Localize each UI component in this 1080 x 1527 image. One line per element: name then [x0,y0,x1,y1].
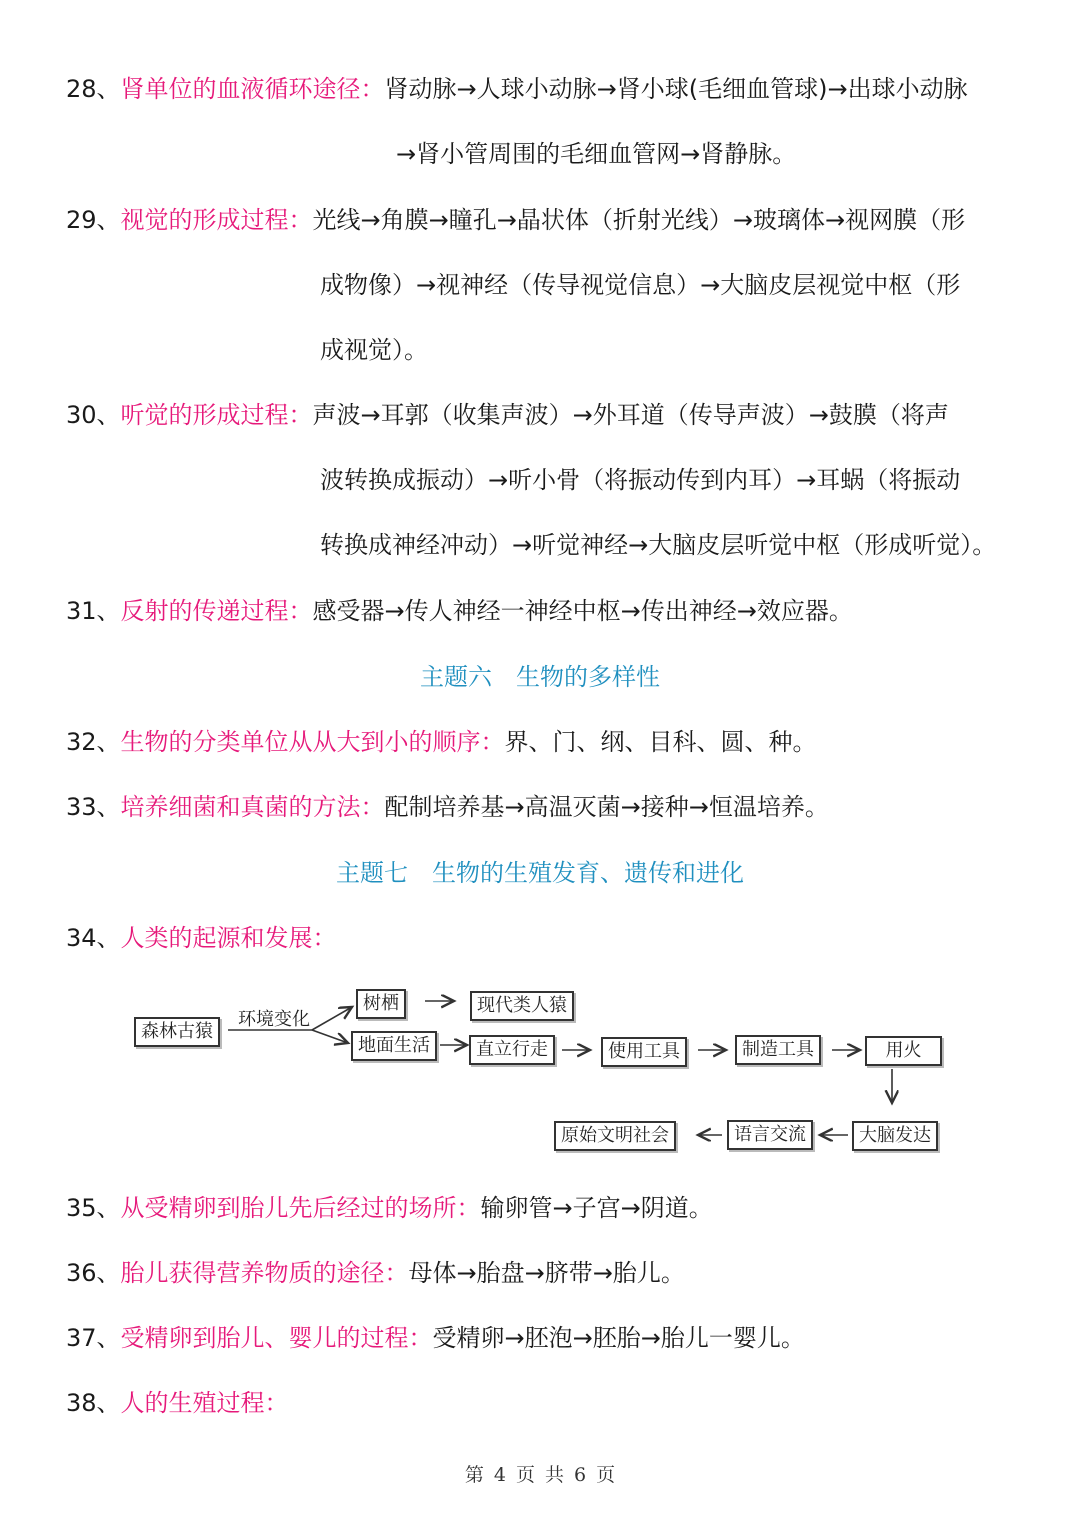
item-31 [66,594,853,628]
item-label: 人的生殖过程： [120,1389,289,1417]
item-label: 肾单位的血液循环途径： [120,75,385,103]
arrow-to-ground [312,1030,348,1043]
item-number: 30、 [66,401,121,429]
item-37 [66,1321,805,1355]
item-content: 光线→角膜→瞳孔→晶状体（折射光线）→玻璃体→视网膜（形 [312,206,966,234]
item-number: 32、 [66,728,121,756]
item-29 [66,203,965,237]
item-label: 受精卵到胎儿、婴儿的过程： [120,1324,433,1352]
human-evolution-diagram [120,975,960,1165]
item-label: 生物的分类单位从从大到小的顺序： [120,728,505,756]
item-number: 37、 [66,1324,121,1352]
item-number: 36、 [66,1259,121,1287]
item-number: 29、 [66,206,121,234]
item-34 [66,921,337,955]
node-ground-life: 地面生活 [351,1031,437,1061]
item-number: 28、 [66,75,121,103]
label-env-change: 环境变化 [238,1009,310,1030]
item-label: 培养细菌和真菌的方法： [120,793,385,821]
item-content-continued: →肾小管周围的毛细血管网→肾静脉。 [396,140,797,168]
item-number: 31、 [66,597,121,625]
item-label: 从受精卵到胎儿先后经过的场所： [120,1194,481,1222]
item-content: 受精卵→胚泡→胚胎→胎儿一婴儿。 [432,1324,805,1352]
item-label: 胎儿获得营养物质的途径： [120,1259,409,1287]
item-number: 34、 [66,924,121,952]
node-forest-ape: 森林古猿 [134,1017,220,1047]
item-content: 界、门、纲、目科、圆、种。 [504,728,817,756]
node-language: 语言交流 [727,1120,813,1150]
node-make-tools: 制造工具 [735,1035,821,1065]
item-number: 33、 [66,793,121,821]
item-number: 35、 [66,1194,121,1222]
node-use-fire: 用火 [865,1036,942,1066]
item-label: 视觉的形成过程： [120,206,313,234]
item-content-continued: 转换成神经冲动）→听觉神经→大脑皮层听觉中枢（形成听觉）。 [320,531,997,559]
item-30 [66,398,949,432]
node-upright-walk: 直立行走 [469,1035,555,1065]
item-38 [66,1386,289,1420]
section-heading-theme7: 主题七 生物的生殖发育、遗传和进化 [336,859,744,887]
item-32 [66,725,817,759]
node-trees: 树栖 [356,989,406,1019]
item-28 [66,72,968,106]
item-number: 38、 [66,1389,121,1417]
item-content: 感受器→传人神经一神经中枢→传出神经→效应器。 [312,597,853,625]
arrow-to-trees [312,1007,352,1030]
item-content: 母体→胎盘→脐带→胎儿。 [408,1259,685,1287]
section-heading-theme6: 主题六 生物的多样性 [420,663,660,691]
node-use-tools: 使用工具 [601,1037,687,1067]
page-footer: 第 4 页 共 6 页 [464,1464,616,1486]
item-label: 反射的传递过程： [120,597,313,625]
node-primitive-society: 原始文明社会 [554,1121,676,1151]
item-33 [66,790,829,824]
item-content: 输卵管→子宫→阴道。 [480,1194,713,1222]
item-label: 人类的起源和发展： [120,924,337,952]
item-content: 肾动脉→人球小动脉→肾小球(毛细血管球)→出球小动脉 [384,75,968,103]
node-modern-apes: 现代类人猿 [470,991,574,1021]
item-35 [66,1191,713,1225]
item-36 [66,1256,685,1290]
item-content-continued: 成视觉）。 [320,336,428,364]
item-label: 听觉的形成过程： [120,401,313,429]
item-content-continued: 成物像）→视神经（传导视觉信息）→大脑皮层视觉中枢（形 [320,271,961,299]
item-content: 声波→耳郭（收集声波）→外耳道（传导声波）→鼓膜（将声 [312,401,949,429]
item-content: 配制培养基→高温灭菌→接种→恒温培养。 [384,793,829,821]
node-brain-dev: 大脑发达 [852,1121,938,1151]
item-content-continued: 波转换成振动）→听小骨（将振动传到内耳）→耳蜗（将振动 [320,466,961,494]
